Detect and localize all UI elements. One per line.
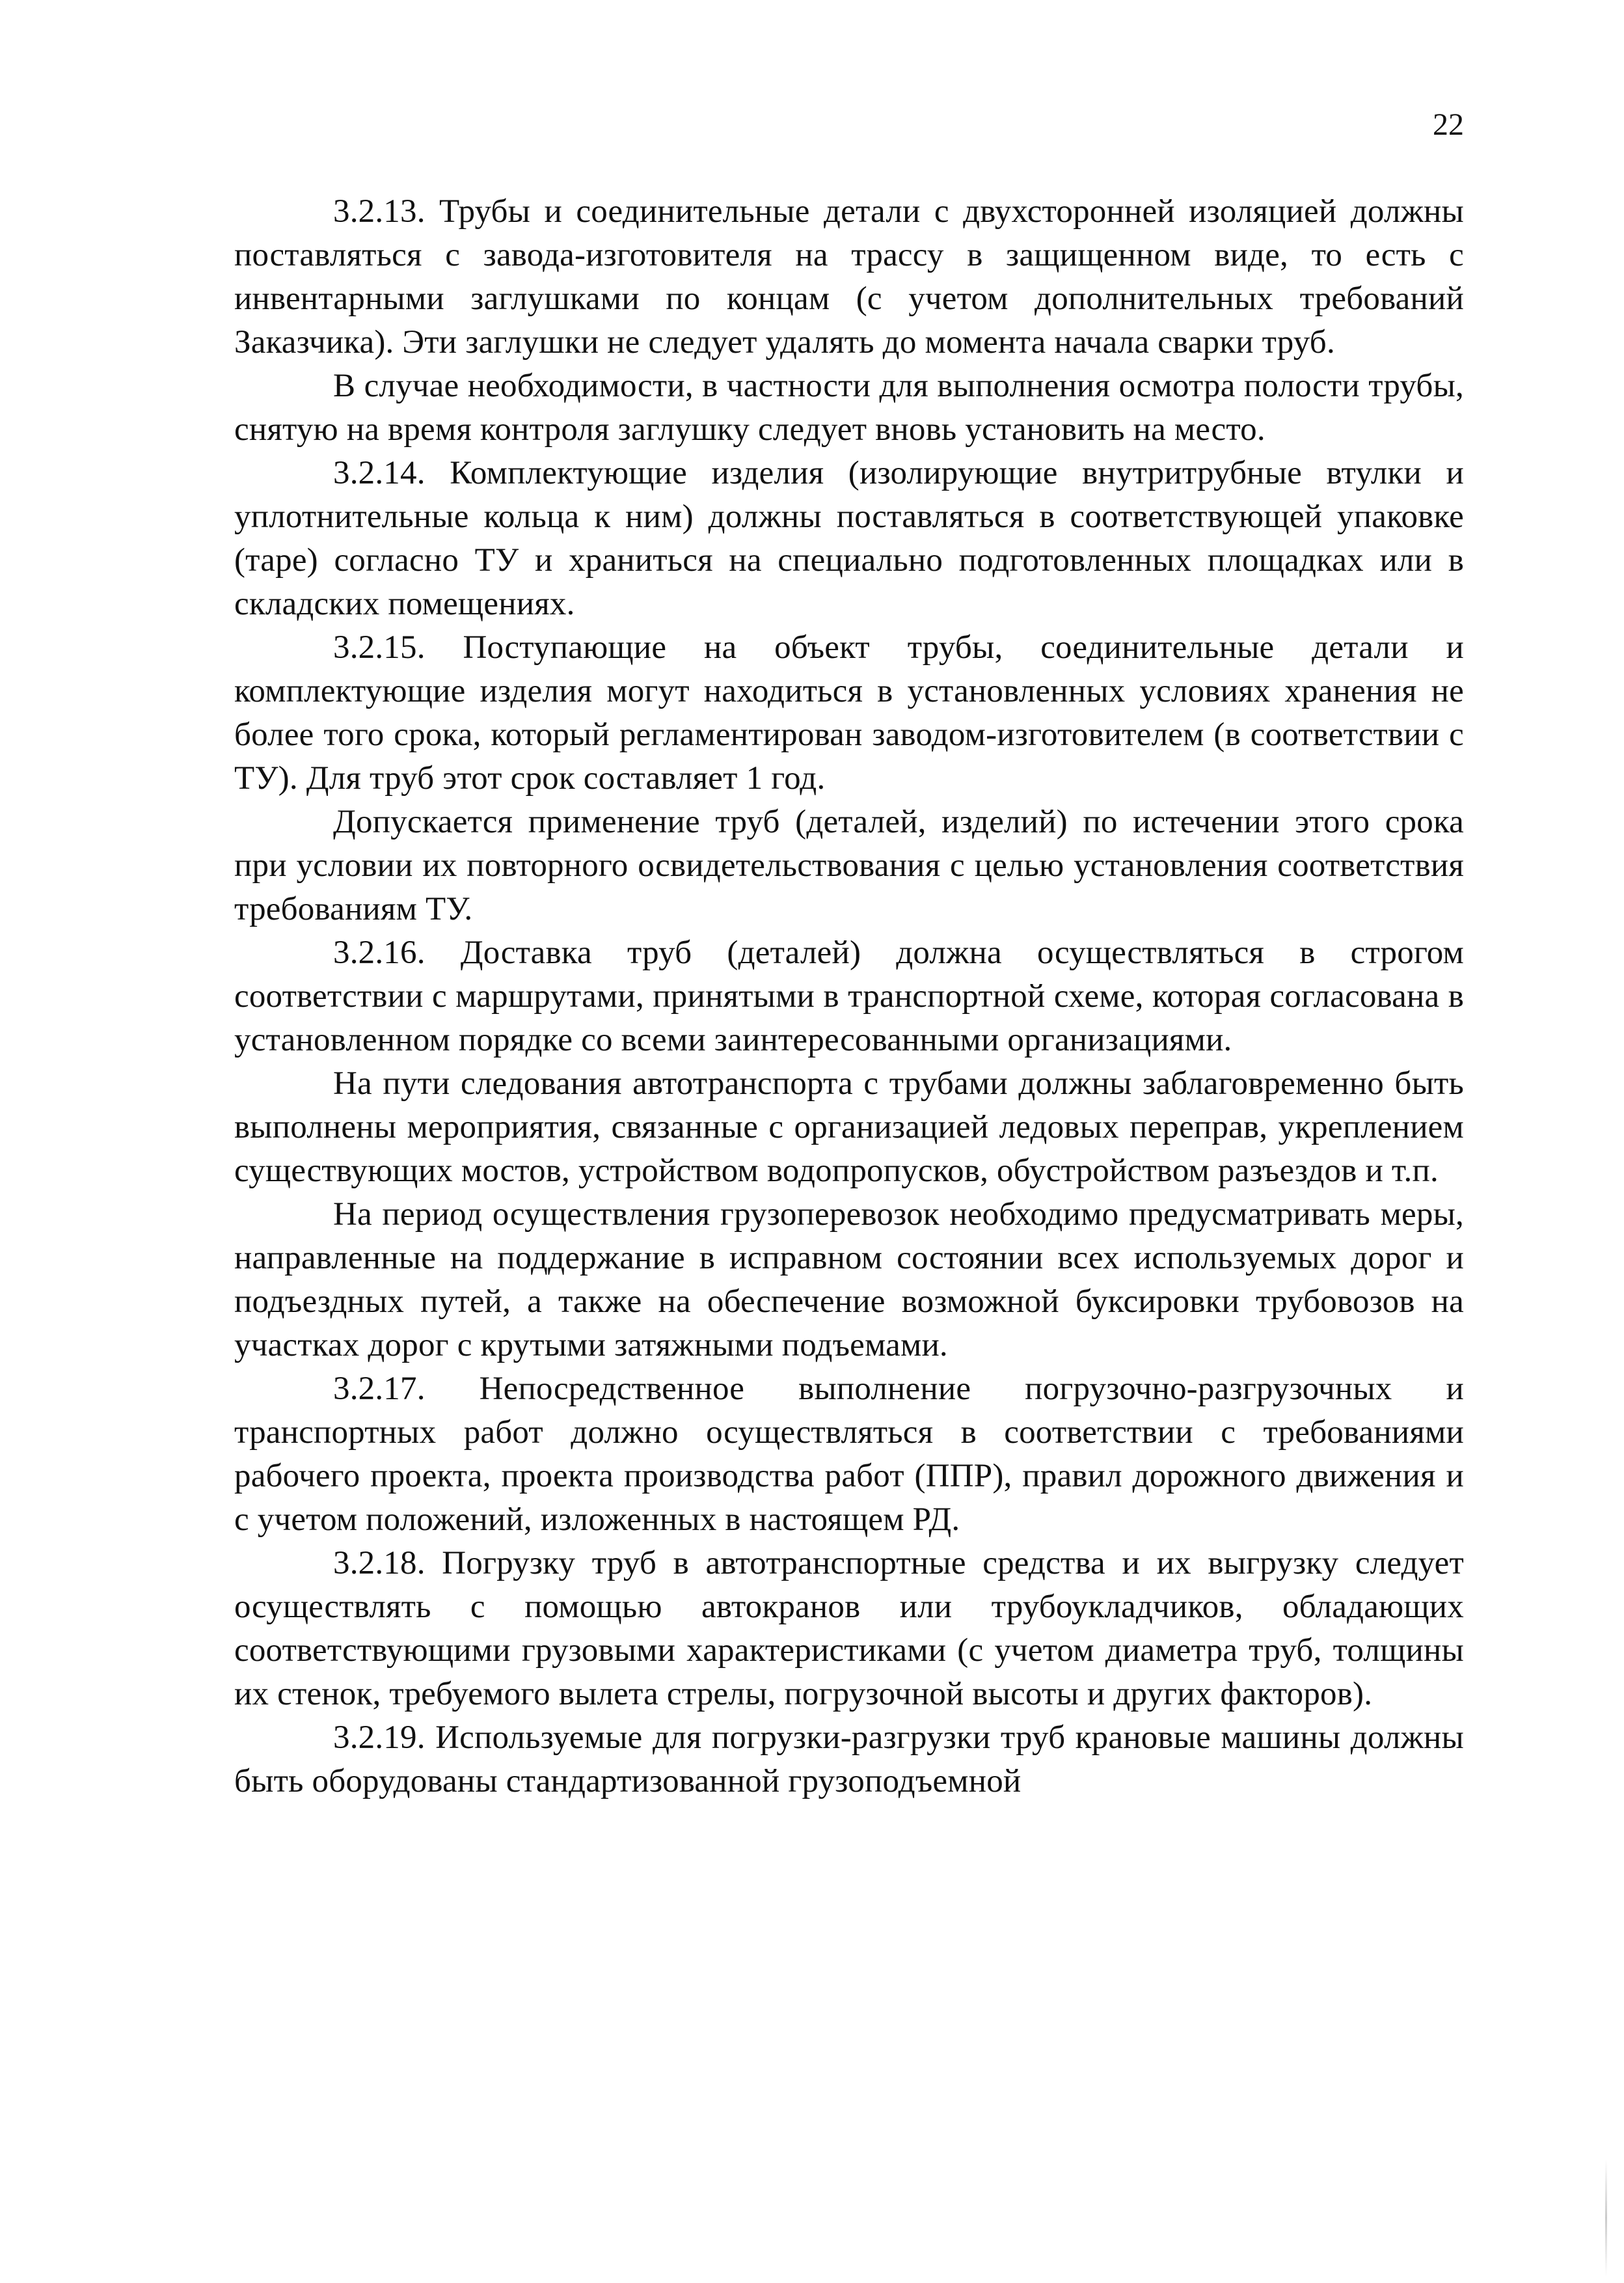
page-number: 22 (1433, 107, 1464, 142)
paragraph-3-2-17: 3.2.17. Непосредственное выполнение погрузочно-разгрузочных и транспортных работ должно осуществляться в соответствии с требованиями рабочего проекта, проекта производства работ (ППР), правил дорожного движения и с учетом положений, изложенных в настоящем РД. (234, 1371, 1464, 1538)
paragraph-3-2-14: 3.2.14. Комплектующие изделия (изолирующие внутритрубные втулки и уплотнительные кольца к ним) должны поставляться в соответствующей упаковке (таре) согласно ТУ и храниться на специально подготовленных площадках или в складских помещениях. (234, 455, 1464, 622)
paragraph-3-2-18: 3.2.18. Погрузку труб в автотранспортные средства и их выгрузку следует осуществлять с помощью автокранов или трубоукладчиков, обладающих соответствующими грузовыми характеристиками (с учетом диаметра труб, толщины их стенок, требуемого вылета стрелы, погрузочной высоты и других факторов). (234, 1545, 1464, 1712)
paragraph-3-2-13: 3.2.13. Трубы и соединительные детали с двухсторонней изоляцией должны поставляться с завода-изготовителя на трассу в защищенном виде, то есть с инвентарными заглушками по концам (с учетом дополнительных требований Заказчика). Эти заглушки не следует удалять до момента начала сварки труб. (234, 193, 1464, 361)
paragraph-3-2-19: 3.2.19. Используемые для погрузки-разгрузки труб крановые машины должны быть оборудованы стандартизованной грузоподъемной (234, 1719, 1464, 1799)
document-body (234, 190, 1464, 1803)
paragraph-3-2-16-route: На пути следования автотранспорта с трубами должны заблаговременно быть выполнены мероприятия, связанные с организацией ледовых переправ, укреплением существующих мостов, устройством водопропусков, обустройством разъездов и т.п. (234, 1065, 1464, 1189)
paragraph-3-2-15: 3.2.15. Поступающие на объект трубы, соединительные детали и комплектующие изделия могут находиться в установленных условиях хранения не более того срока, который регламентирован заводом-изготовителем (в соответствии с ТУ). Для труб этот срок составляет 1 год. (234, 629, 1464, 797)
paragraph-3-2-16-roads: На период осуществления грузоперевозок необходимо предусматривать меры, направленные на поддержание в исправном состоянии всех используемых дорог и подъездных путей, а также на обеспечение возможной буксировки трубовозов на участках дорог с крутыми затяжными подъемами. (234, 1196, 1464, 1363)
paragraph-3-2-16: 3.2.16. Доставка труб (деталей) должна осуществляться в строгом соответствии с маршрутами, принятыми в транспортной схеме, которая согласована в установленном порядке со всеми заинтересованными организациями. (234, 935, 1464, 1058)
paragraph-3-2-15-note: Допускается применение труб (деталей, изделий) по истечении этого срока при условии их повторного освидетельствования с целью установления соответствия требованиям ТУ. (234, 804, 1464, 927)
scan-edge-mark (1605, 2159, 1607, 2276)
paragraph-3-2-13-note: В случае необходимости, в частности для выполнения осмотра полости трубы, снятую на время контроля заглушку следует вновь установить на место. (234, 368, 1464, 448)
